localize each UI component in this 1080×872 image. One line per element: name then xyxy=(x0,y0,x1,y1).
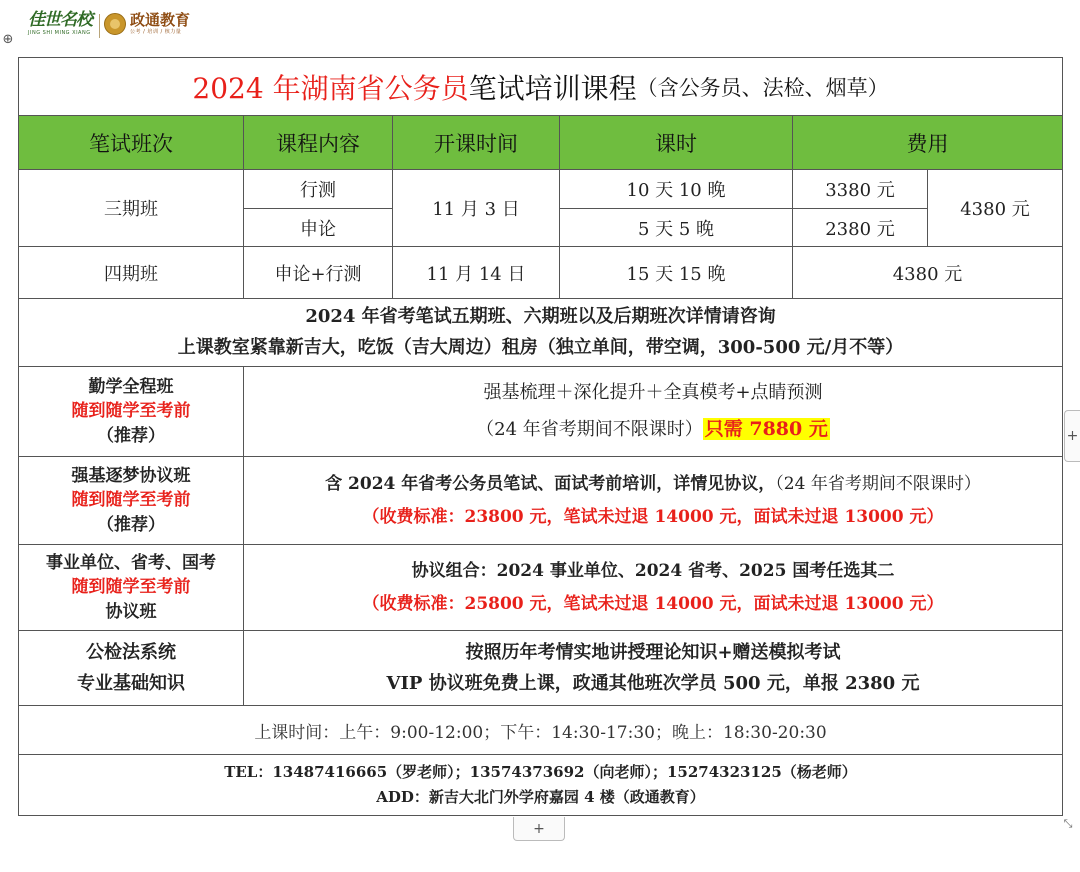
table-move-handle-icon[interactable]: ⊕ xyxy=(2,32,14,47)
plan-qiangji-name-cell xyxy=(19,457,243,544)
notice-line-1: 2024 年省考笔试五期班、六期班以及后期班次详情请咨询 xyxy=(305,305,776,327)
plan-qinxue-desc-cell xyxy=(244,367,1062,456)
plan-shiye-desc-cell xyxy=(244,545,1062,630)
plan-qiangji-desc-1-line xyxy=(325,468,981,500)
contact-tel: TEL：13487416665（罗老师）；13574373692（向老师）；15274323125（杨老师） xyxy=(224,763,857,782)
title-black-part: 笔试培训课程 xyxy=(468,71,637,105)
term3-start: 11 月 3 日 xyxy=(432,199,520,220)
term4-name: 四期班 xyxy=(104,263,158,285)
notice-line-2: 上课教室紧靠新吉大，吃饭（吉大周边）租房（独立单间，带空调，300-500 元/月不等） xyxy=(177,336,904,358)
zhengtong-logo-text: 政通教育 xyxy=(130,11,191,29)
term4-start: 11 月 14 日 xyxy=(426,263,526,285)
plan-shiye-tag: 协议班 xyxy=(105,601,157,622)
term3-name: 三期班 xyxy=(104,199,158,220)
term3-subject-1: 行测 xyxy=(300,180,336,201)
plan-shiye-sub: 随到随学至考前 xyxy=(71,577,191,598)
plan-qiangji-sub: 随到随学至考前 xyxy=(71,490,191,511)
jingshi-logo-text: 佳世名校 xyxy=(28,10,92,30)
add-row-plus-icon[interactable]: + xyxy=(513,817,565,841)
term3-hours-1: 10 天 10 晚 xyxy=(626,180,726,201)
plan-qiangji-desc-1b: （24 年省考期间不限课时） xyxy=(775,474,981,495)
plan-shiye-desc-1: 协议组合：2024 事业单位、2024 省考、2025 国考任选其二 xyxy=(411,561,895,582)
jingshi-logo xyxy=(28,10,98,40)
col-header-start: 开课时间 xyxy=(434,131,518,156)
plan-qinxue-desc-1: 强基梳理＋深化提升＋全真模考+点睛预测 xyxy=(483,382,823,404)
term3-fee-total: 4380 元 xyxy=(960,199,1030,220)
plan-qinxue-price: 只需 7880 元 xyxy=(704,417,828,440)
col-header-fee: 费用 xyxy=(906,131,949,156)
col-header-hours: 课时 xyxy=(655,131,697,156)
class-schedule: 上课时间：上午：9:00-12:00；下午：14:30-17:30；晚上：18:30-20:30 xyxy=(254,722,827,743)
term3-hours-2: 5 天 5 晚 xyxy=(637,218,715,240)
logo-divider xyxy=(99,14,100,38)
plan-qiangji-tag: （推荐） xyxy=(97,514,165,535)
plan-gongjian-name-2: 专业基础知识 xyxy=(77,673,185,694)
add-column-plus-icon[interactable]: + xyxy=(1064,410,1080,462)
plan-qiangji-desc-1a: 含 2024 年省考公务员笔试、面试考前培训，详情见协议， xyxy=(325,474,776,495)
zhengtong-seal-icon xyxy=(104,13,126,35)
plan-qinxue-desc-2: （24 年省考期间不限课时） xyxy=(476,418,703,440)
term3-fee-2: 2380 元 xyxy=(825,218,895,240)
zhengtong-logo xyxy=(130,12,190,36)
plan-gongjian-desc-cell xyxy=(244,631,1062,705)
term4-fee: 4380 元 xyxy=(892,263,963,285)
plan-qiangji-desc-cell xyxy=(244,457,1062,544)
col-header-class: 笔试班次 xyxy=(89,131,173,156)
plan-shiye-name-cell xyxy=(19,545,243,630)
course-table xyxy=(18,57,1063,816)
plan-qinxue-name-cell xyxy=(19,367,243,456)
title-subtitle: （含公务员、法检、烟草） xyxy=(636,75,889,100)
plan-qiangji-desc-2: （收费标准：23800 元，笔试未过退 14000 元，面试未过退 13000 元） xyxy=(362,506,944,527)
plan-gongjian-name-cell xyxy=(19,631,243,705)
plan-qiangji-name: 强基逐梦协议班 xyxy=(71,465,191,486)
notice-block xyxy=(19,299,1062,366)
term3-fee-1: 3380 元 xyxy=(825,180,895,201)
col-header-content: 课程内容 xyxy=(276,131,360,156)
plan-qinxue-name: 勤学全程班 xyxy=(88,376,174,397)
term4-hours: 15 天 15 晚 xyxy=(626,263,726,285)
plan-gongjian-name-1: 公检法系统 xyxy=(86,641,176,663)
zhengtong-logo-subtext: 公考 / 培训 / 核力量 xyxy=(130,29,182,35)
plan-qinxue-sub: 随到随学至考前 xyxy=(71,401,191,422)
title-red-part: 2024 年湖南省公务员 xyxy=(192,71,469,105)
plan-gongjian-desc-2: VIP 协议班免费上课，政通其他班次学员 500 元，单报 2380 元 xyxy=(386,673,920,694)
page-title xyxy=(19,58,1062,115)
jingshi-logo-subtext: JING SHI MING XIANG xyxy=(28,30,91,36)
plan-qinxue-tag: （推荐） xyxy=(97,425,165,446)
plan-gongjian-desc-1: 按照历年考情实地讲授理论知识+赠送模拟考试 xyxy=(465,641,841,663)
term4-subject: 申论+行测 xyxy=(274,263,362,285)
plan-shiye-name: 事业单位、省考、国考 xyxy=(46,552,216,573)
table-resize-handle-icon[interactable]: ⤡ xyxy=(1063,817,1073,830)
contact-address: ADD：新吉大北门外学府嘉园 4 楼（政通教育） xyxy=(376,788,705,806)
contact-block xyxy=(19,755,1062,815)
term3-subject-2: 申论 xyxy=(300,218,336,240)
plan-qinxue-desc-2-line xyxy=(476,411,830,447)
plan-shiye-desc-2: （收费标准：25800 元，笔试未过退 14000 元，面试未过退 13000 元） xyxy=(362,593,944,614)
